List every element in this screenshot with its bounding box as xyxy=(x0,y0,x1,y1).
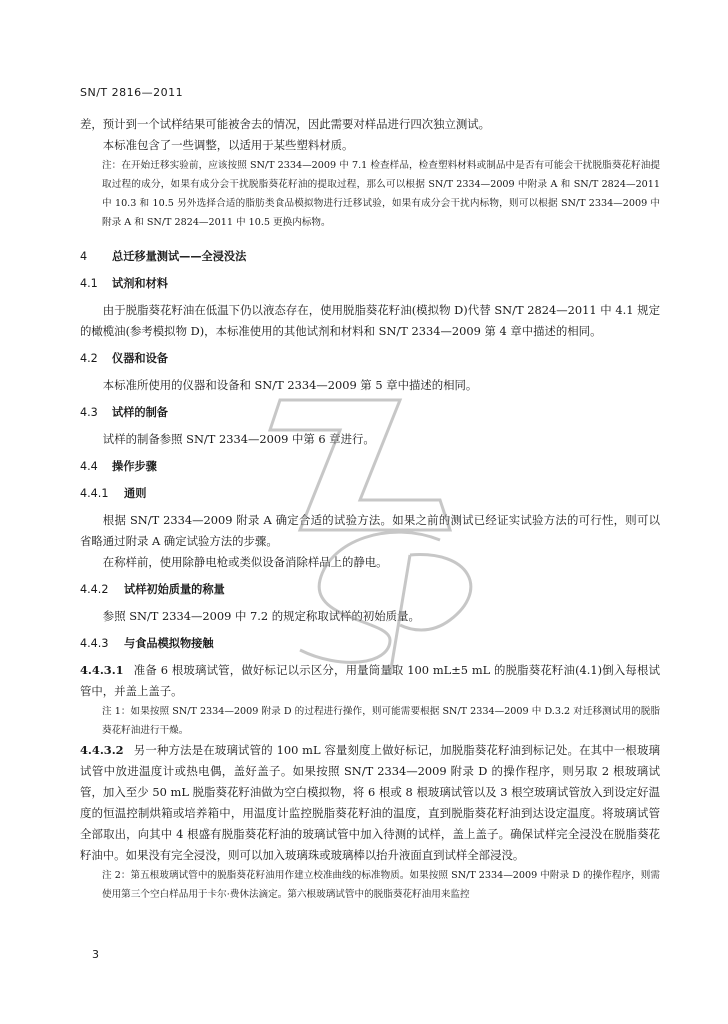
section-number: 4.1 xyxy=(80,277,98,290)
note-drying: 注 1：如果按照 SN/T 2334—2009 附录 D 的过程进行操作，则可能需要根据 SN/T 2334—2009 中 D.3.2 对迁移测试用的脱脂葵花籽油进行干燥。 xyxy=(102,706,660,736)
paragraph-initial-mass: 参照 SN/T 2334—2009 中 7.2 的规定称取试样的初始质量。 xyxy=(102,609,420,623)
clause-4-4-3-2 xyxy=(80,740,660,866)
section-heading-4-4 xyxy=(80,456,660,477)
section-heading-4-1 xyxy=(80,273,660,294)
section-heading-4-4-3 xyxy=(80,633,660,654)
paragraph-general-a: 根据 SN/T 2334—2009 附录 A 确定合适的试验方法。如果之前的测试已经证实试验方法的可行性，则可以省略通过附录 A 确定试验方法的步骤。 xyxy=(80,513,660,548)
section-number: 4.4.3 xyxy=(80,637,109,650)
section-title: 试样初始质量的称量 xyxy=(124,583,225,596)
paragraph-general-b: 在称样前，使用除静电枪或类似设备消除样品上的静电。 xyxy=(102,555,388,569)
clause-text: 另一种方法是在玻璃试管的 100 mL 容量刻度上做好标记，加脱脂葵花籽油到标记处。在其中一根玻璃试管中放进温度计或热电偶，盖好盖子。如果按照 SN/T 2334—2009 附录 D 的操作程序，则另取 2 根玻璃试管，加入至少 50 mL 脱脂葵花籽油做为空白模拟物，将 6 根或 8 根玻璃试管以及 3 根空玻璃试管放入到设定好温度的恒温控制烘箱或培养箱中，用温度计监控脱脂葵花籽油的温度，直到脱脂葵花籽油到达设定温度。将玻璃试管全部取出，向其中 4 根盛有脱脂葵花籽油的玻璃试管中加入待测的试样，盖上盖子。确保试样完全浸没在脱脂葵花籽油中。如果没有完全浸没，则可以加入玻璃珠或玻璃棒以抬升液面直到试样全部浸没。 xyxy=(80,743,660,862)
section-title: 与食品模拟物接触 xyxy=(124,637,214,650)
section-title: 通则 xyxy=(124,487,147,500)
section-title: 仪器和设备 xyxy=(112,352,168,365)
section-heading-4-4-2 xyxy=(80,579,660,600)
note-calibration: 注 2：第五根玻璃试管中的脱脂葵花籽油用作建立校准曲线的标准物质。如果按照 SN/T 2334—2009 中附录 D 的操作程序，则需使用第三个空白样品用于卡尔·费休法滴定。第六根玻璃试管中的脱脂葵花籽油用来监控 xyxy=(102,870,660,900)
section-heading-4 xyxy=(80,246,660,267)
section-heading-4-3 xyxy=(80,402,660,423)
section-title: 操作步骤 xyxy=(112,460,157,473)
page-number: 3 xyxy=(92,948,99,961)
section-number: 4.2 xyxy=(80,352,98,365)
clause-text: 准备 6 根玻璃试管，做好标记以示区分，用量筒量取 100 mL±5 mL 的脱脂葵花籽油(4.1)倒入每根试管中，并盖上盖子。 xyxy=(80,663,660,698)
section-title: 试样的制备 xyxy=(112,406,168,419)
paragraph-adjustments: 本标准包含了一些调整，以适用于某些塑料材质。 xyxy=(102,138,354,152)
clause-number: 4.4.3.1 xyxy=(80,663,124,677)
paragraph-reagents: 由于脱脂葵花籽油在低温下仍以液态存在，使用脱脂葵花籽油(模拟物 D)代替 SN/T 2824—2011 中 4.1 规定的橄榄油(参考模拟物 D)，本标准使用的其他试剂和材料和 SN/T 2334—2009 第 4 章中描述的相同。 xyxy=(80,303,660,338)
section-title: 试剂和材料 xyxy=(112,277,168,290)
paragraph-apparatus: 本标准所使用的仪器和设备和 SN/T 2334—2009 第 5 章中描述的相同。 xyxy=(102,378,478,392)
page-content xyxy=(80,114,660,904)
standard-code-header: SN/T 2816—2011 xyxy=(80,86,184,99)
section-number: 4.4.2 xyxy=(80,583,109,596)
section-number: 4.4 xyxy=(80,460,98,473)
clause-number: 4.4.3.2 xyxy=(80,743,124,757)
section-number: 4 xyxy=(80,250,88,263)
section-heading-4-2 xyxy=(80,348,660,369)
section-title: 总迁移量测试——全浸没法 xyxy=(112,250,247,263)
paragraph-sample-prep: 试样的制备参照 SN/T 2334—2009 中第 6 章进行。 xyxy=(102,432,375,446)
note-pre-check: 注：在开始迁移实验前，应该按照 SN/T 2334—2009 中 7.1 检查样品，检查塑料材料或制品中是否有可能会干扰脱脂葵花籽油提取过程的成分，如果有成分会干扰脱脂葵花籽油的提取过程，那么可以根据 SN/T 2334—2009 中附录 A 和 SN/T 2824—2011 中 10.3 和 10.5 另外选择合适的脂肪类食品模拟物进行迁移试验，如果有成分会干扰内标物，则可以根据 SN/T 2334—2009 中附录 A 和 SN/T 2824—2011 中 10.5 更换内标物。 xyxy=(102,160,660,228)
section-heading-4-4-1 xyxy=(80,483,660,504)
section-number: 4.4.1 xyxy=(80,487,109,500)
clause-4-4-3-1 xyxy=(80,660,660,702)
section-number: 4.3 xyxy=(80,406,98,419)
paragraph-continuation: 差，预计到一个试样结果可能被舍去的情况，因此需要对样品进行四次独立测试。 xyxy=(80,117,491,131)
